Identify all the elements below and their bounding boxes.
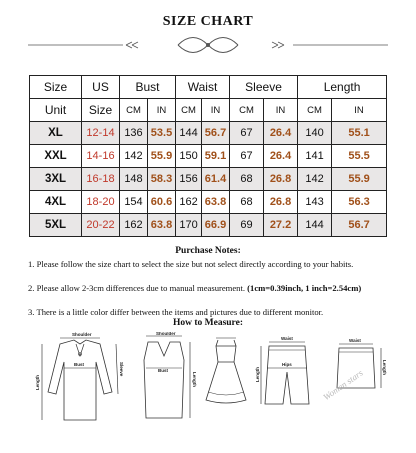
us-size-cell: 12-14 (82, 122, 120, 145)
bust-in-cell: 53.5 (148, 122, 176, 145)
note-1: 1. Please follow the size chart to select the size but not select directly according to your habits. (28, 259, 354, 269)
bust-cm-cell: 148 (120, 168, 148, 191)
header-length-cm: CM (298, 99, 332, 122)
bust-cm-cell: 136 (120, 122, 148, 145)
watermark: Women stars (321, 367, 365, 403)
sleeve-label: Sleeve (119, 362, 124, 377)
size-cell: XXL (30, 145, 82, 168)
length-in-cell: 56.3 (332, 191, 387, 214)
waist-cm-cell: 144 (176, 122, 202, 145)
size-chart-table (29, 75, 387, 237)
sleeve-in-cell: 26.4 (264, 145, 298, 168)
sleeve-cm-cell: 69 (230, 214, 264, 237)
waist-in-cell: 66.9 (202, 214, 230, 237)
note-3: 3. There is a little color differ between the items and pictures due to different monitor. (28, 307, 324, 317)
shorts-diagram (255, 332, 318, 427)
table-row (30, 191, 387, 214)
us-size-cell: 14-16 (82, 145, 120, 168)
length-cm-cell: 143 (298, 191, 332, 214)
size-cell: 3XL (30, 168, 82, 191)
header-row-2 (30, 99, 387, 122)
header-length: Length (298, 76, 387, 99)
sleeve-in-cell: 27.2 (264, 214, 298, 237)
waist-in-cell: 59.1 (202, 145, 230, 168)
tank-top-diagram (130, 332, 198, 427)
table-row (30, 122, 387, 145)
waist-in-cell: 61.4 (202, 168, 230, 191)
waist-cm-cell: 156 (176, 168, 202, 191)
note-2-conversion: (1cm=0.39inch, 1 inch=2.54cm) (247, 283, 362, 293)
note-2 (28, 282, 390, 294)
us-size-cell: 18-20 (82, 191, 120, 214)
sleeve-in-cell: 26.4 (264, 122, 298, 145)
size-cell: XL (30, 122, 82, 145)
length-label: Length (35, 375, 40, 390)
length-in-cell: 55.5 (332, 145, 387, 168)
header-sleeve-cm: CM (230, 99, 264, 122)
size-cell: 5XL (30, 214, 82, 237)
length-cm-cell: 142 (298, 168, 332, 191)
bust-in-cell: 55.9 (148, 145, 176, 168)
header-size: Size (30, 76, 82, 99)
sleeve-cm-cell: 68 (230, 168, 264, 191)
length-in-cell: 55.9 (332, 168, 387, 191)
bust-label: Bust (74, 362, 84, 367)
shoulder-label: Shoulder (72, 332, 92, 337)
header-waist-in: IN (202, 99, 230, 122)
sleeve-cm-cell: 67 (230, 122, 264, 145)
size-cell: 4XL (30, 191, 82, 214)
purchase-notes-title: Purchase Notes: (175, 246, 241, 256)
bust-in-cell: 63.8 (148, 214, 176, 237)
length-label: Length (382, 360, 387, 375)
header-bust: Bust (120, 76, 176, 99)
header-bust-cm: CM (120, 99, 148, 122)
us-size-cell: 20-22 (82, 214, 120, 237)
header-sleeve-in: IN (264, 99, 298, 122)
header-waist: Waist (176, 76, 230, 99)
length-label: Length (255, 367, 260, 382)
bust-cm-cell: 142 (120, 145, 148, 168)
header-sleeve: Sleeve (230, 76, 298, 99)
waist-label: Waist (349, 338, 361, 343)
table-row (30, 214, 387, 237)
us-size-cell: 16-18 (82, 168, 120, 191)
sleeve-cm-cell: 67 (230, 145, 264, 168)
how-to-measure-title: How to Measure: (172, 318, 243, 328)
waist-cm-cell: 150 (176, 145, 202, 168)
length-cm-cell: 140 (298, 122, 332, 145)
waist-in-cell: 56.7 (202, 122, 230, 145)
waist-label: Waist (281, 336, 293, 341)
bust-cm-cell: 162 (120, 214, 148, 237)
table-row (30, 145, 387, 168)
header-us: US (82, 76, 120, 99)
bust-in-cell: 60.6 (148, 191, 176, 214)
sleeve-in-cell: 26.8 (264, 168, 298, 191)
waist-cm-cell: 162 (176, 191, 202, 214)
header-waist-cm: CM (176, 99, 202, 122)
ornament-divider (28, 36, 388, 54)
bust-label: Bust (158, 368, 168, 373)
header-us-size: Size (82, 99, 120, 122)
table-row (30, 168, 387, 191)
header-unit: Unit (30, 99, 82, 122)
length-in-cell: 55.1 (332, 122, 387, 145)
bust-in-cell: 58.3 (148, 168, 176, 191)
header-row-1 (30, 76, 387, 99)
length-cm-cell: 141 (298, 145, 332, 168)
waist-in-cell: 63.8 (202, 191, 230, 214)
note-2-text: 2. Please allow 2-3cm differences due to manual measurement. (28, 283, 245, 293)
shoulder-label: Shoulder (156, 332, 176, 336)
header-length-in: IN (332, 99, 387, 122)
waist-cm-cell: 170 (176, 214, 202, 237)
header-bust-in: IN (148, 99, 176, 122)
length-label: Length (192, 372, 197, 387)
hips-label: Hips (282, 362, 292, 367)
sleeve-in-cell: 26.8 (264, 191, 298, 214)
page-title: SIZE CHART (162, 14, 254, 29)
sleeve-cm-cell: 68 (230, 191, 264, 214)
blouse-diagram (30, 332, 125, 427)
length-cm-cell: 144 (298, 214, 332, 237)
bust-cm-cell: 154 (120, 191, 148, 214)
length-in-cell: 56.7 (332, 214, 387, 237)
dress-diagram (198, 332, 253, 427)
